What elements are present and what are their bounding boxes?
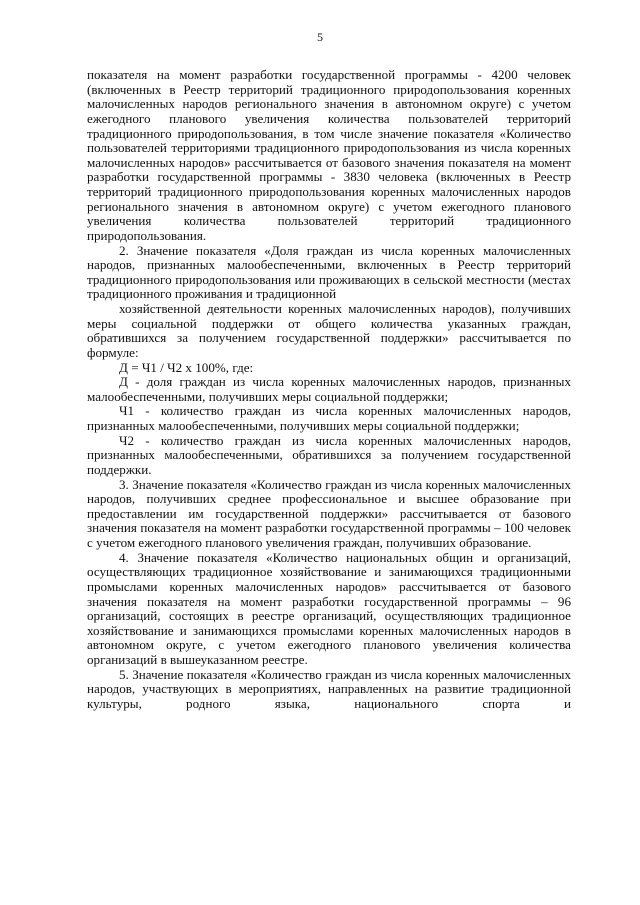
formula-line: Д = Ч1 / Ч2 х 100%, где: <box>119 359 254 375</box>
paragraph-continuation: показателя на момент разработки государственной программы - 4200 человек (включенных в Реестр территорий традиционного природопользования коренных малочисленных народов регионального значения в автономном округе) с учетом ежегодного планового увеличения количества пользователей территорий традиционного природопользования, в том числе значение показателя «Количество пользователей территориями традиционного природопользования из числа коренных малочисленных народов» рассчитывается от базового значения показателя на момент разработки государственной программы - 3830 человека (включенных в Реестр территорий традиционного природопользования коренных малочисленных народов регионального значения в автономном округе) с учетом ежегодного планового увеличения количества пользователей территорий традиционного природопользования. <box>87 67 571 243</box>
definition-ch1: Ч1 - количество граждан из числа коренных малочисленных народов, признанных малообеспеченными, получивших меры социальной поддержки; <box>87 403 571 433</box>
paragraph-item-5: 5. Значение показателя «Количество граждан из числа коренных малочисленных народов, участвующих в мероприятиях, направленных на развитие традиционной культуры, родного языка, национального спорта и <box>87 666 571 711</box>
paragraph-item-2-continued: хозяйственной деятельности коренных малочисленных народов), получивших меры социальной поддержки от общего количества указанных граждан, обратившихся за получением государственной поддержки» рассчитывается по формуле: <box>87 301 571 360</box>
paragraph-item-2: 2. Значение показателя «Доля граждан из числа коренных малочисленных народов, признанных малообеспеченными, включенных в Реестр территорий традиционного природопользования или проживающих в сельской местности (местах традиционного проживания и традиционной <box>87 242 571 302</box>
document-body <box>87 68 571 712</box>
paragraph-item-3: 3. Значение показателя «Количество граждан из числа коренных малочисленных народов, получивших среднее профессиональное и высшее образование при предоставлении им государственной поддержки» рассчитывается от базового значения показателя на момент разработки государственной программы – 100 человек с учетом ежегодного планового увеличения граждан, получивших образование. <box>87 476 571 550</box>
page-number: 5 <box>317 30 323 44</box>
definition-d: Д - доля граждан из числа коренных малочисленных народов, признанных малообеспеченными, получивших меры социальной поддержки; <box>87 374 571 404</box>
paragraph-item-4: 4. Значение показателя «Количество национальных общин и организаций, осуществляющих традиционное хозяйствование и занимающихся традиционными промыслами коренных малочисленных народов» рассчитывается от базового значения показателя на момент разработки государственной программы – 96 организаций, состоящих в реестре организаций, осуществляющих традиционное хозяйствование и занимающихся промыслами коренных малочисленных народов в автономном округе, с учетом ежегодного планового увеличения количества организаций в вышеуказанном реестре. <box>87 549 571 667</box>
definition-ch2: Ч2 - количество граждан из числа коренных малочисленных народов, признанных малообеспеченными, обратившихся за получением государственной поддержки. <box>87 432 571 477</box>
